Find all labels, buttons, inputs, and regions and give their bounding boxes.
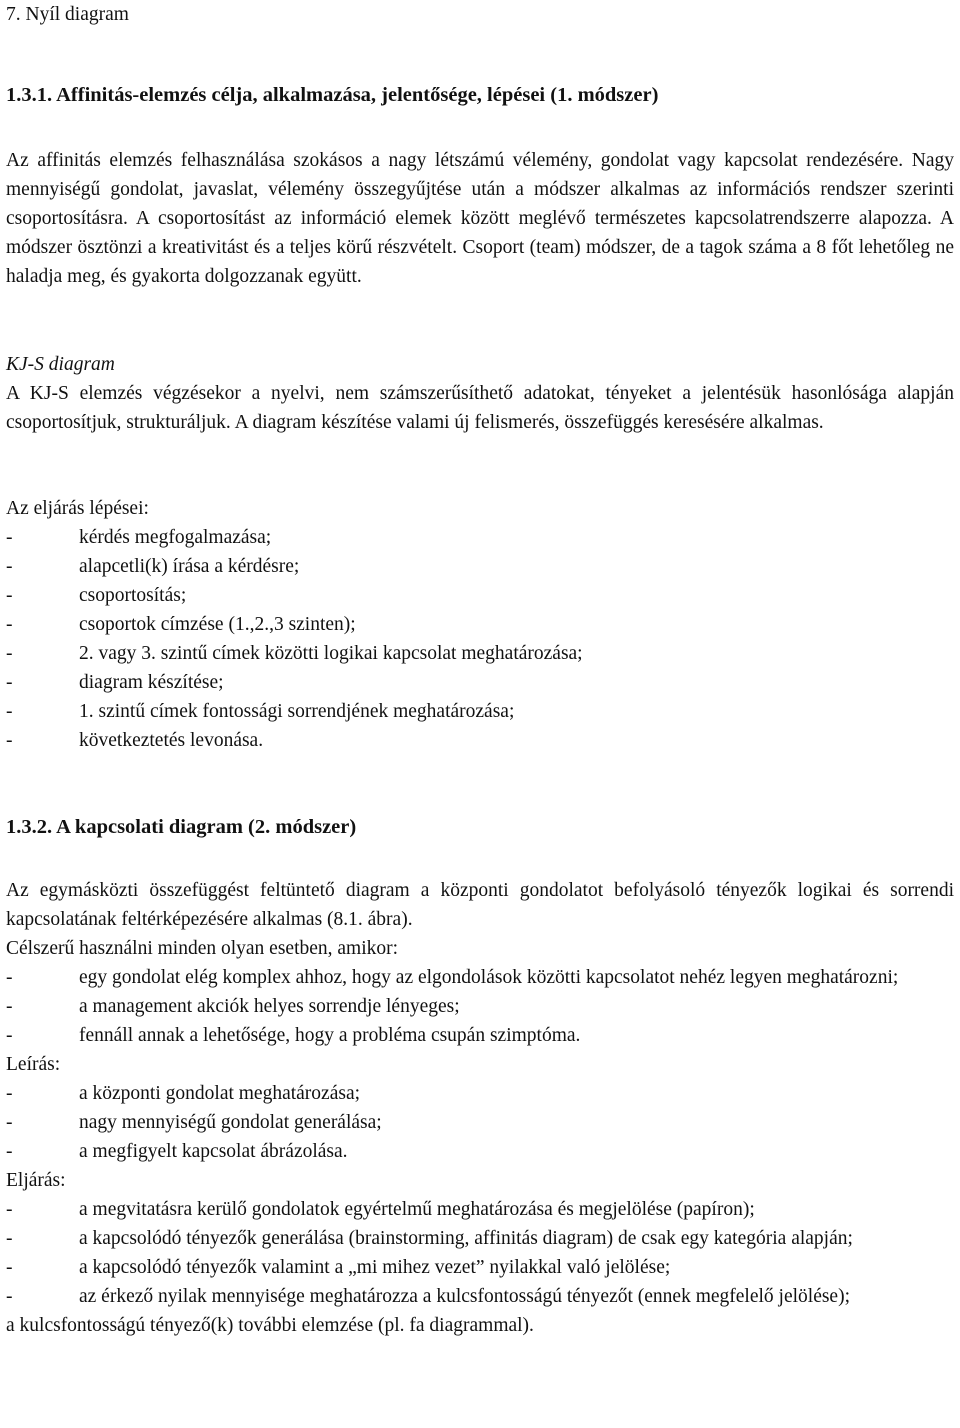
procedure-title: Eljárás:	[6, 1170, 66, 1191]
procedure-list	[6, 1195, 954, 1311]
list-item: - a megfigyelt kapcsolat ábrázolása.	[6, 1141, 348, 1162]
list-item: - csoportosítás;	[6, 585, 187, 606]
list-item: - a központi gondolat meghatározása;	[6, 1083, 361, 1104]
relations-section	[6, 876, 954, 1340]
list-item: - csoportok címzése (1.,2.,3 szinten);	[6, 614, 356, 635]
list-item: - diagram készítése;	[6, 672, 224, 693]
list-item: - fennáll annak a lehetősége, hogy a probléma csupán szimptóma.	[6, 1025, 581, 1046]
list-item: - a kapcsolódó tényezők generálása (brainstorming, affinitás diagram) de csak egy kategória alapján;	[6, 1228, 853, 1249]
use-cases-list	[6, 963, 954, 1050]
steps-title: Az eljárás lépései:	[6, 498, 149, 519]
list-item: - kérdés megfogalmazása;	[6, 527, 272, 548]
list-item: - a kapcsolódó tényezők valamint a „mi mihez vezet” nyilakkal való jelölése;	[6, 1257, 671, 1278]
list-item: - az érkező nyilak mennyisége meghatározza a kulcsfontosságú tényezőt (ennek megfelelő jelölése);	[6, 1286, 851, 1307]
kj-s-paragraph: A KJ-S elemzés végzésekor a nyelvi, nem számszerűsíthető adatokat, tényeket a jelentésük hasonlósága alapján csoportosítjuk, strukturáljuk. A diagram készítése valami új felismerés, összefüggés keresésére alkalmas.	[6, 383, 954, 433]
relations-intro-paragraph: Az egymásközti összefüggést feltüntető diagram a központi gondolatot befolyásoló tényezők logikai és sorrendi kapcsolatának feltérképezésére alkalmas (8.1. ábra).	[6, 880, 954, 930]
closing-line: a kulcsfontosságú tényező(k) további elemzése (pl. fa diagrammal).	[6, 1315, 534, 1336]
affinity-intro-paragraph: Az affinitás elemzés felhasználása szokásos a nagy létszámú vélemény, gondolat vagy kapcsolat rendezésére. Nagy mennyiségű gondolat, javaslat, vélemény összegyűjtése után a módszer alkalmas az információs rendszer szerinti csoportosításra. A csoportosítást az információ elemek között meglévő természetes kapcsolatrendszerre alapozza. A módszer ösztönzi a kreativitást és a teljes körű részvételt. Csoport (team) módszer, de a tagok száma a 8 főt lehetőleg ne haladja meg, és gyakorta dolgozzanak együtt.	[6, 150, 954, 287]
use-cases-title: Célszerű használni minden olyan esetben, amikor:	[6, 938, 399, 959]
list-item: - a management akciók helyes sorrendje lényeges;	[6, 996, 460, 1017]
list-item: - 2. vagy 3. szintű címek közötti logikai kapcsolat meghatározása;	[6, 643, 583, 664]
kj-s-section	[6, 350, 954, 437]
steps-list	[6, 523, 954, 755]
list-item: - nagy mennyiségű gondolat generálása;	[6, 1112, 382, 1133]
previous-item-label: 7. Nyíl diagram	[6, 4, 129, 25]
list-item: - következtetés levonása.	[6, 730, 264, 751]
list-item: - 1. szintű címek fontossági sorrendjének meghatározása;	[6, 701, 515, 722]
steps-section	[6, 494, 954, 755]
list-item: - alapcetli(k) írása a kérdésre;	[6, 556, 300, 577]
kj-s-title: KJ-S diagram	[6, 354, 115, 375]
section-heading-affinity: 1.3.1. Affinitás-elemzés célja, alkalmazása, jelentősége, lépései (1. módszer)	[6, 84, 659, 106]
list-item: - a megvitatásra kerülő gondolatok egyértelmű meghatározása és megjelölése (papíron);	[6, 1199, 755, 1220]
section-heading-relations: 1.3.2. A kapcsolati diagram (2. módszer)	[6, 816, 357, 838]
description-list	[6, 1079, 954, 1166]
description-title: Leírás:	[6, 1054, 61, 1075]
list-item: - egy gondolat elég komplex ahhoz, hogy az elgondolások közötti kapcsolatot nehéz legyen meghatározni;	[6, 967, 899, 988]
